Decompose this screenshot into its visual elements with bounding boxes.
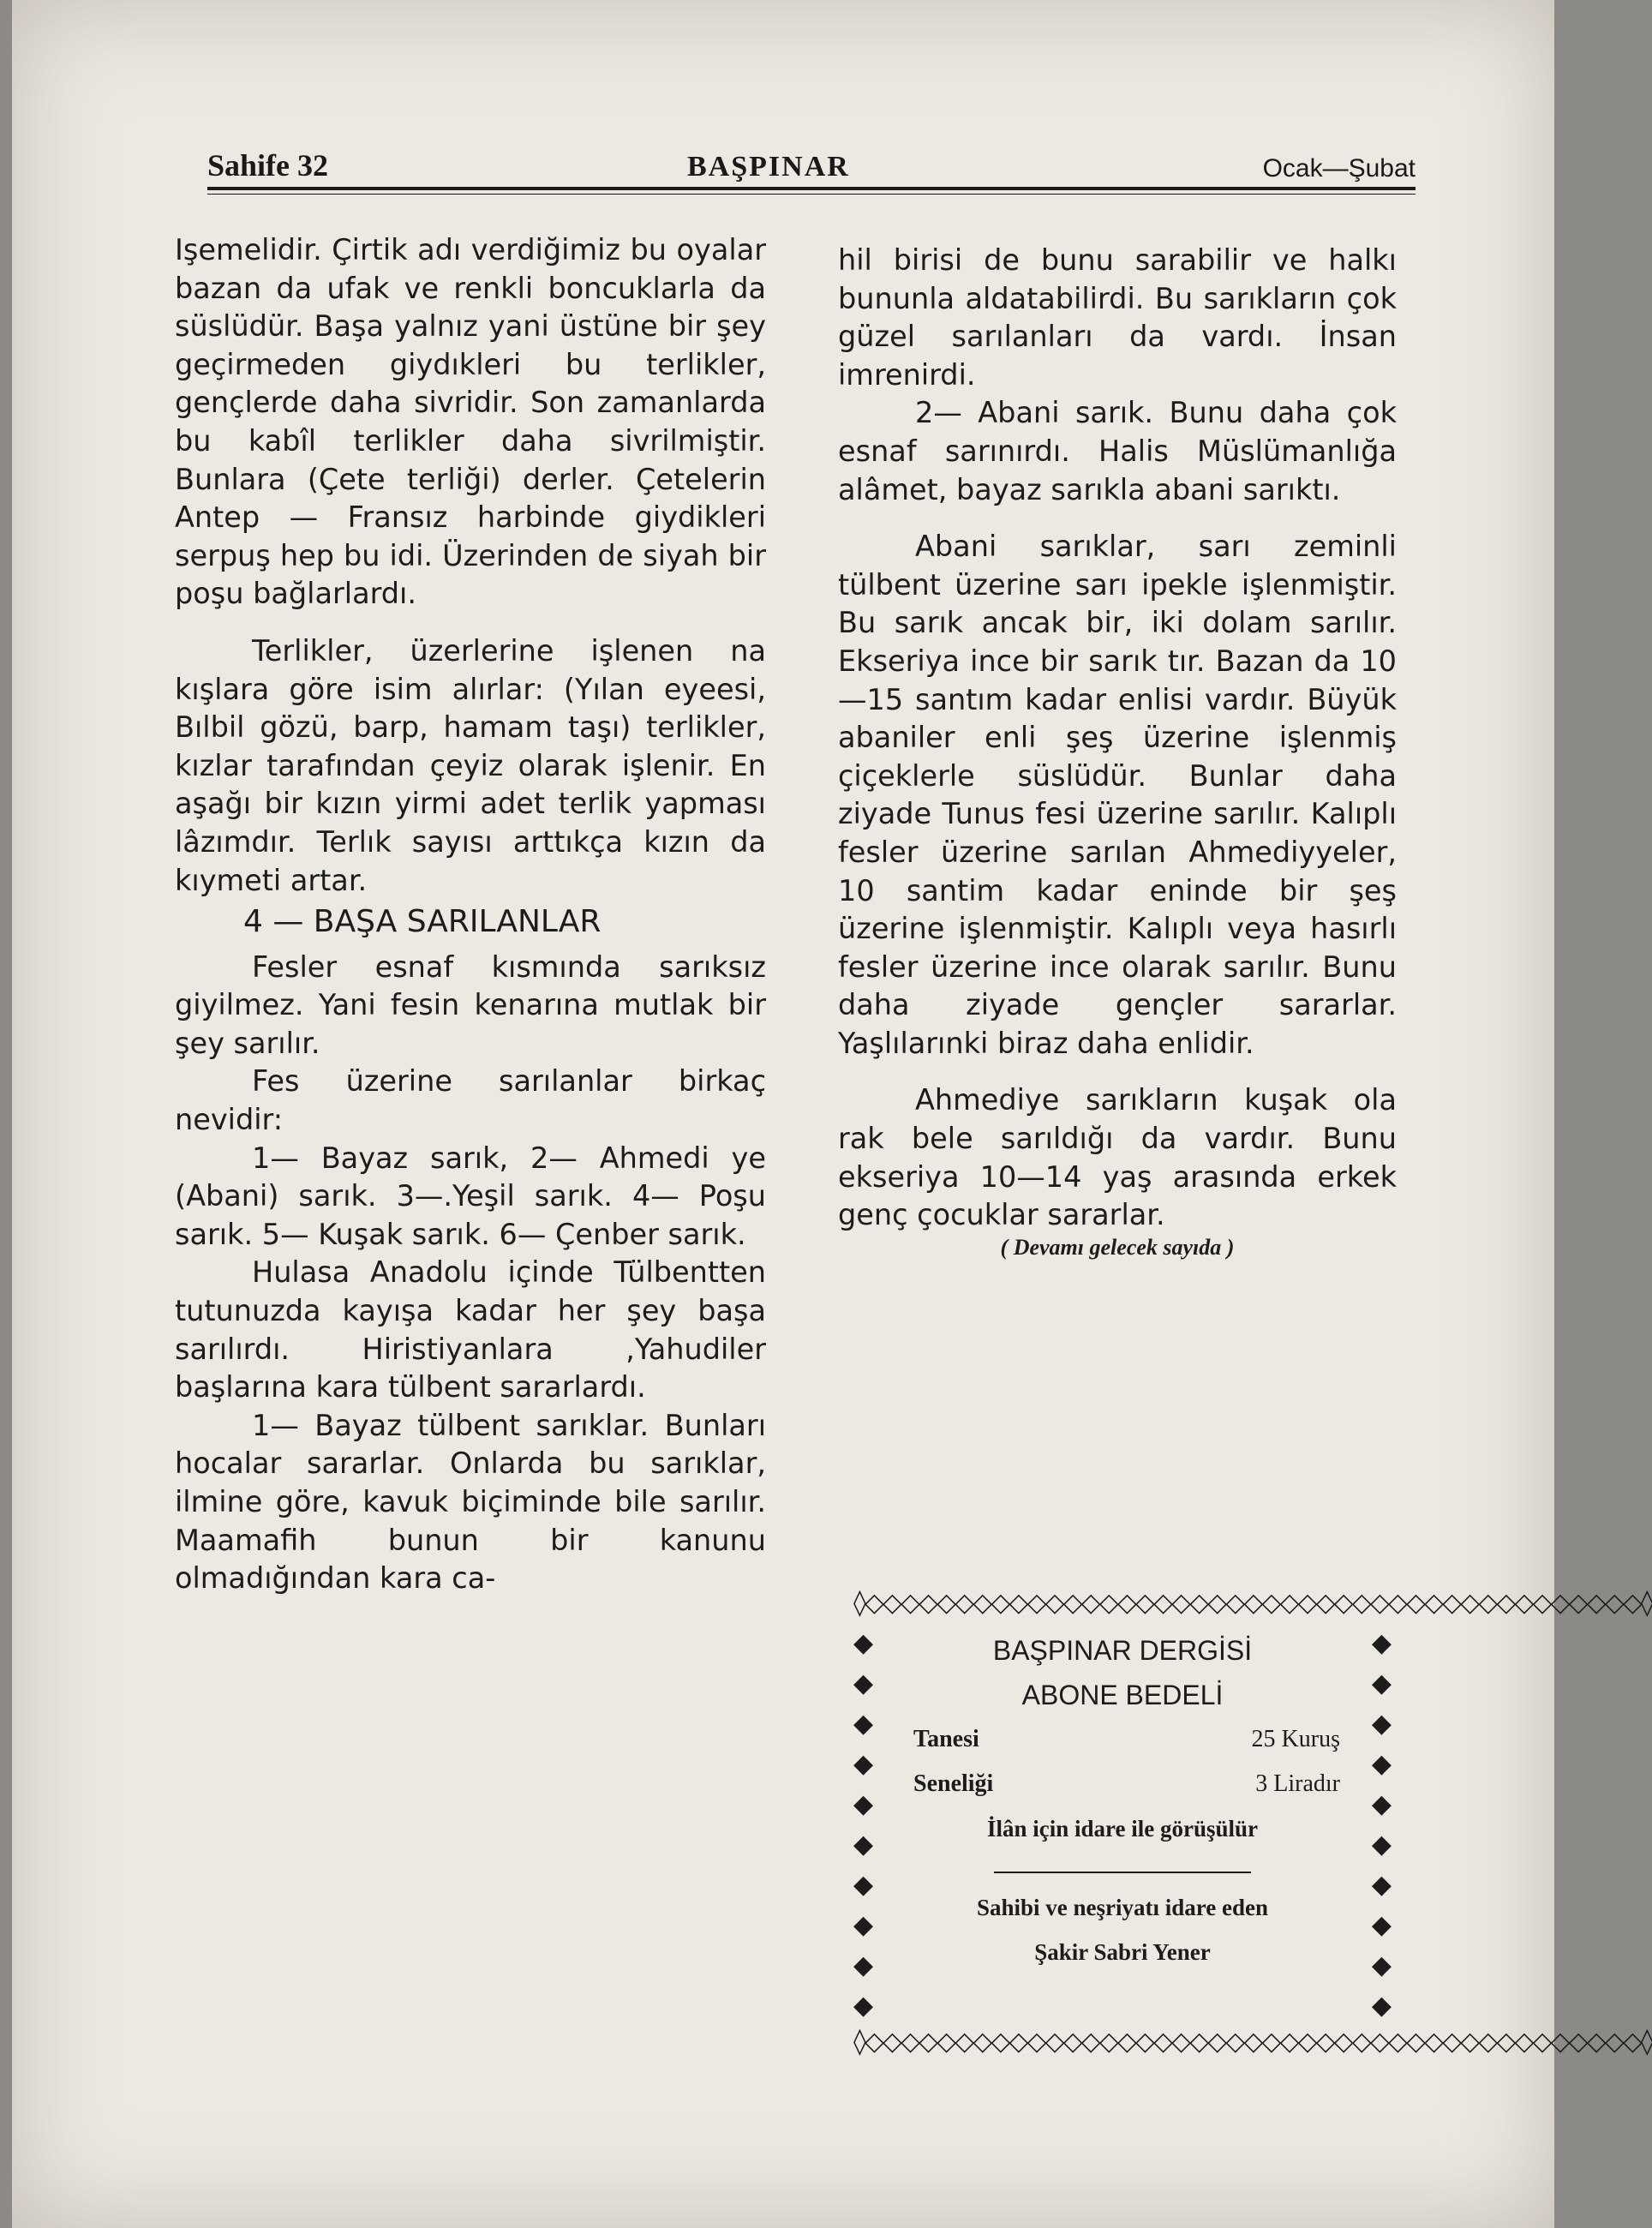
ornament-border-right: ◆ ◆ ◆ ◆ ◆ ◆ ◆ ◆ ◆ ◆ — [1371, 1628, 1392, 2021]
paragraph: Terlikler, üzerlerine işlenen na kışlara göre isim alırlar: (Yılan eyeesi, Bılbil gözü, barp, hamam taşı) terlikler, kızlar tarafından çeyiz olarak işlenir. En aşağı bir kızın yirmi adet terlik yapması lâzımdır. Terlık sayısı arttıkça kızın da kıymeti artar. — [175, 633, 766, 897]
owner-name: Şakir Sabri Yener — [1034, 1939, 1211, 1965]
box-content — [888, 1628, 1357, 1974]
price-label: Seneliği — [913, 1770, 994, 1797]
paragraph: Ahmediye sarıkların kuşak ola rak bele sarıldığı da vardır. Bunu ekseriya 10—14 yaş arasında erkek genç çocuklar sararlar. — [838, 1083, 1397, 1232]
owner-line: Sahibi ve neşriyatı idare eden — [976, 1895, 1269, 1920]
paragraph: Fesler esnaf kısmında sarıksız giyilmez. Yani fesin kenarına mutlak bir şey sarılır. — [175, 949, 766, 1060]
ornament-border-top: ◊◇◇◇◇◇◇◇◇◇◇◇◇◇◇◇◇◇◇◇◇◇◇◇◇◇◇◇◇◇◇◇◇◇◇◇◇◇◇◇◇◇◇◇◊ — [853, 1588, 1652, 1618]
paragraph: Fes üzerine sarılanlar birkaç nevidir: — [175, 1064, 766, 1137]
box-subtitle: ABONE BEDELİ — [1021, 1680, 1224, 1710]
box-divider — [994, 1872, 1251, 1873]
price-row — [888, 1717, 1357, 1762]
price-label: Tanesi — [913, 1726, 979, 1752]
price-row — [888, 1762, 1357, 1806]
continued-note: ( Devamı gelecek sayıda ) — [1000, 1234, 1235, 1260]
magazine-title: BAŞPINAR — [687, 151, 850, 183]
ornament-border-bottom: ◊◇◇◇◇◇◇◇◇◇◇◇◇◇◇◇◇◇◇◇◇◇◇◇◇◇◇◇◇◇◇◇◇◇◇◇◇◇◇◇◇◇◇◇◊ — [853, 2027, 1652, 2057]
ornament-border-left: ◆ ◆ ◆ ◆ ◆ ◆ ◆ ◆ ◆ ◆ — [853, 1628, 874, 2021]
ad-note: İlân için idare ile görüşülür — [986, 1816, 1259, 1842]
page-header — [207, 142, 1416, 183]
paragraph: 1— Bayaz sarık, 2— Ahmedi ye (Abani) sarık. 3—.Yeşil sarık. 4— Poşu sarık. 5— Kuşak sarık. 6— Çenber sarık. — [175, 1141, 766, 1251]
price-value: 3 Liradır — [1255, 1770, 1340, 1797]
page-number: Sahife 32 — [207, 148, 329, 183]
paragraph: 1— Bayaz tülbent sarıklar. Bunları hocalar sararlar. Onlarda bu sarıklar, ilmine göre, kavuk biçiminde bile sarılır. Maamafih bunun bir kanunu olmadığından kara ca- — [175, 1408, 766, 1596]
right-column — [838, 242, 1397, 1261]
header-rule-thin — [207, 194, 1416, 195]
section-heading: 4 — BAŞA SARILANLAR — [243, 904, 602, 940]
paragraph: Işemelidir. Çirtik adı verdiğimiz bu oyalar bazan da ufak ve renkli boncuklarla da süslüdür. Başa yalnız yani üstüne bir şey geçirmeden giydıkleri bu terlikler, gençlerde daha sivridir. Son zamanlarda bu kabîl terlikler daha sivrilmiştir. Bunlara (Çete terliği) derler. Çetelerin Antep — Fransız harbinde giydikleri serpuş hep bu idi. Üzerinden de siyah bir poşu bağlarlardı. — [175, 233, 766, 611]
left-column — [175, 231, 766, 1598]
subscription-box — [853, 1588, 1652, 2057]
box-title: BAŞPINAR DERGİSİ — [992, 1635, 1253, 1666]
paragraph: 2— Abani sarık. Bunu daha çok esnaf sarınırdı. Halis Müslümanlığa alâmet, bayaz sarıkla abani sarıktı. — [838, 396, 1397, 506]
header-rule — [207, 187, 1416, 190]
paragraph: Hulasa Anadolu içinde Tülbentten tutunuzda kayışa kadar her şey başa sarılırdı. Hiristiyanlara ,Yahudiler başlarına kara tülbent sararlardı. — [175, 1255, 766, 1404]
paragraph: hil birisi de bunu sarabilir ve halkı bununla aldatabilirdi. Bu sarıkların çok güzel sarılanları da vardı. İnsan imrenirdi. — [838, 243, 1397, 392]
magazine-page — [12, 0, 1652, 2228]
price-value: 25 Kuruş — [1251, 1726, 1340, 1752]
issue-date: Ocak—Şubat — [1262, 154, 1416, 183]
paragraph: Abani sarıklar, sarı zeminli tülbent üzerine sarı ipekle işlenmiştir. Bu sarık ancak bir, iki dolam sarılır. Ekseriya ince bir sarık tır. Bazan da 10—15 santım kadar enlisi vardır. Büyük abaniler enli şeş üzerine işlenmiş çiçeklerle süslüdür. Bunlar daha ziyade Tunus fesi üzerine sarılır. Kalıplı fesler üzerine sarılan Ahmediyyeler, 10 santim kadar eninde bir şeş üzerine işlenmiştir. Kalıplı veya hasırlı fesler üzerine ince olarak sarılır. Bunu daha ziyade gençler sararlar. Yaşlılarınki biraz daha enlidir. — [838, 530, 1397, 1060]
